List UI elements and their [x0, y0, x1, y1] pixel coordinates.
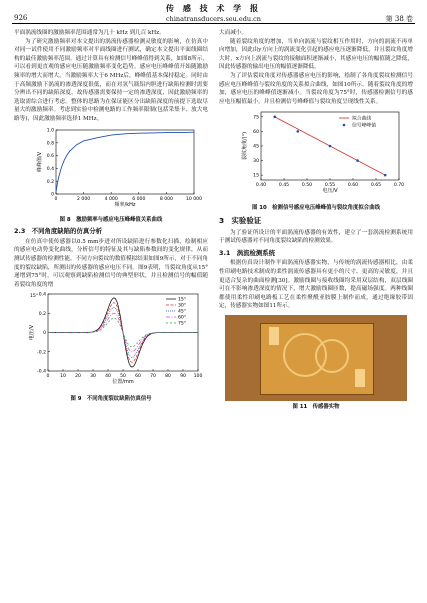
legend-label: 60°: [178, 315, 187, 321]
y-axis-label: 峰峰值/V: [37, 151, 43, 172]
legend-label: 45°: [178, 309, 187, 315]
paragraph: 根据仿真设计制作平面涡流传感器实物，与传统的涡流传感器相比，由柔性印刷电路技术制成的柔性涡流传感器具有更小的尺寸、更高的灵敏度，并且更适合复杂的曲面检测[30]。激励线圈与接收线圈均采用双层结构，双层线圈可在不影响渗透深度的情况下，增大激励线圈匝数，提高磁场强度。两种线圈都使用柔性印刷电路板工艺在柔性聚酰亚胺膜上制作而成，通过绝缘胶带固定，传感器实物如图11所示。: [219, 260, 413, 310]
y-tick-label: -0.2: [37, 350, 46, 356]
legend-label: 30°: [178, 303, 187, 309]
x-tick-label: 20: [75, 374, 81, 380]
figure-9-caption: 图 9 不同角度裂纹缺陷仿真信号: [70, 396, 152, 403]
x-tick-label: 0.45: [278, 183, 290, 189]
volume-label: 第 38 卷: [385, 15, 413, 23]
section-heading-3-1: 3.1 涡流检测系统: [219, 248, 276, 257]
x-axis-label: 电压/V: [322, 188, 338, 195]
figure-10-chart: [221, 106, 411, 202]
x-axis-label: 位置/mm: [112, 379, 134, 386]
x-tick-label: 4 000: [104, 196, 118, 202]
x-axis-label: 频率/kHz: [114, 201, 136, 208]
x-tick-label: 0.70: [393, 183, 405, 189]
y-tick-label: 0: [51, 192, 54, 198]
x-tick-label: 2 000: [77, 196, 91, 202]
plot-frame: [56, 130, 194, 194]
journal-title: 传 感 技 术 学 报: [166, 3, 261, 13]
y-tick-label: 0.4: [38, 292, 46, 298]
y-tick-label: 0.2: [46, 179, 54, 185]
y-tick-label: -0.4: [37, 369, 46, 375]
legend-swatch: [343, 124, 346, 127]
figure-8-chart: [16, 124, 206, 214]
series-line: [56, 132, 194, 191]
x-tick-label: 6 000: [132, 196, 146, 202]
legend-corner-label: 15°: [30, 294, 39, 300]
section-heading-2-3: 2.3 不同角度缺陷的仿真分析: [14, 227, 103, 236]
legend-label: 信号峰峰值: [352, 123, 376, 129]
x-tick-label: 90: [180, 374, 186, 380]
x-tick-label: 40: [105, 374, 111, 380]
paragraph: 为了研究激励频率对本文提出的涡流传感器检测灵敏度的影响，在仿真中对同一试件使用不同激励频率对平面线圈进行测试，确定本文提出平面线圈结构的最佳激励频率范围。通过计算具有检测信号峰峰值得到关系，如图8所示，可以看到更直观的感应电压随激励频率变化趋势。感应电压峰峰值开始随激励频率的增大而增大，当激励频率大于6 MHz后，峰峰值基本保持稳定。同时由于高频激励下涡流的渗透深度很低，而在对氢气瓶铝内胆进行缺陷检测时需要分辨出不同的缺陷深度，故传感器需要保持一定的渗透深度，因此激励频率的选取需综合进行考虑。整体的思路为在保证能区分出缺陷深度的前提下选取尽量大的激励频率。考虑到实验中检测电路的工作频率限制(包括采集卡、放大电路等)，因此激励频率选择1 MHz。: [14, 38, 208, 122]
x-tick-label: 8 000: [159, 196, 173, 202]
figure-10-caption: 图 10 检测信号感应电压峰峰值与裂纹角度拟合曲线: [252, 205, 380, 212]
y-tick-label: 45: [253, 144, 259, 150]
figure-8-caption: 图 8 激励频率与感应电压峰峰值关系曲线: [59, 216, 163, 223]
x-tick-label: 0.60: [347, 183, 359, 189]
page-number: 926: [14, 14, 28, 22]
x-tick-label: 0: [54, 196, 58, 202]
x-tick-label: 0.55: [324, 183, 336, 189]
paragraph: 为了验证所设计的平面涡流传感器的有效性，建立了一套涡流检测系统用于测试传感器对不同角度裂纹缺陷的检测效果。: [219, 229, 413, 245]
y-tick-label: 0.2: [38, 312, 46, 318]
paragraph: 在仿真中使传感器以0.5 mm步进对所设缺陷进行参数化扫描，绘制相应的感应电动势变化曲线，分析信号的特征及其与缺陷参数间的变化规律，从而测试传感器的检测性能。不同方向裂纹的数值模拟结果如图9所示，对于不同角度的裂纹缺陷，所测出的传感器的感应电压不同。图9表明，当裂纹角度从15°递增到75°时，可以观察到缺陷检测信号的典型形状，并且检测信号的幅值随着裂纹角度的增: [14, 238, 208, 288]
x-tick-label: 10: [60, 374, 66, 380]
y-tick-label: 1.0: [46, 128, 54, 134]
paragraph: 随着裂纹角度的增加，当单向涡流与裂纹相互作用时，方向的涡流不再单向增加，因此由y方向上的涡流变化引起的感应电压逐渐降低，并且裂纹角度增大时，x方向上涡流与裂纹的接触面积逐渐减小，其感应电压的幅值随之降低，因此传感器的输出电压的幅值逐渐降低。: [219, 38, 413, 71]
figure-9-chart: [16, 289, 206, 393]
y-tick-label: 15: [253, 174, 259, 180]
x-tick-label: 0: [46, 374, 50, 380]
x-tick-label: 0.65: [370, 183, 382, 189]
x-tick-label: 0.40: [255, 183, 267, 189]
journal-url: chinatransducers.seu.edu.cn: [166, 15, 261, 23]
sensor-photo: [225, 315, 407, 401]
x-tick-label: 30: [90, 374, 96, 380]
data-point: [274, 116, 277, 119]
y-tick-label: 0.8: [46, 140, 54, 146]
legend-label: 75°: [178, 321, 187, 327]
journal-header: [0, 3, 427, 23]
x-tick-label: 70: [150, 374, 156, 380]
y-tick-label: 0: [43, 331, 46, 337]
data-point: [329, 145, 332, 148]
x-tick-label: 100: [193, 374, 203, 380]
y-tick-label: 0.4: [46, 166, 54, 172]
y-tick-label: 75: [253, 115, 259, 121]
legend-label: 拟合曲线: [352, 116, 372, 122]
left-column: [14, 29, 208, 407]
header-divider: [12, 23, 415, 24]
x-tick-label: 0.50: [301, 183, 313, 189]
y-axis-label: 电压/V: [29, 325, 35, 341]
paragraph: 为了评估裂纹角度对传感器感应电压的影响，绘制了各角度裂纹检测信号感应电压峰峰值与裂纹角度的关系拟合曲线，如图10所示。随着裂纹角度的增加，感应电压的峰峰值逐渐减小。当裂纹角度为75°时，传感器检测信号的感应电压幅值最小，并且检测信号峰峰值与裂纹角度呈现线性关系。: [219, 72, 413, 105]
paragraph: 大而减小。: [219, 30, 247, 36]
x-tick-label: 80: [165, 374, 171, 380]
y-tick-label: 0.6: [46, 153, 54, 159]
paragraph: 平面涡流线圈的激励频率范围通常为几十 kHz 到几百 kHz。: [14, 30, 165, 36]
x-tick-label: 10 000: [185, 196, 203, 202]
data-point: [356, 160, 359, 163]
x-tick-label: 50: [120, 374, 126, 380]
receiving-coil: [315, 339, 349, 373]
y-tick-label: 30: [253, 159, 259, 165]
legend-label: 15°: [178, 297, 187, 303]
right-column: [219, 29, 413, 414]
y-axis-label: 裂纹角度/(°): [242, 132, 248, 161]
connector-pad: [355, 369, 365, 387]
data-point: [297, 130, 300, 133]
section-heading-3: 3 实验验证: [219, 215, 262, 225]
data-point: [384, 174, 387, 177]
y-tick-label: 60: [253, 130, 259, 136]
connector-pad: [269, 327, 279, 345]
x-tick-label: 60: [135, 374, 141, 380]
figure-11-caption: 图 11 传感器实物: [292, 403, 340, 410]
